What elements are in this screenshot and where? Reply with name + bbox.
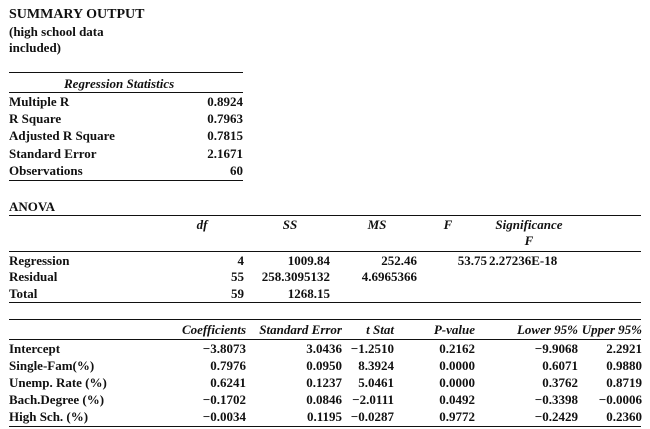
t-stat-value: −1.2510 <box>350 341 394 356</box>
p-value: 0.2162 <box>439 341 475 356</box>
upper-95-value: 0.9880 <box>606 358 642 373</box>
reg-stat-value: 0.7815 <box>207 128 243 143</box>
reg-stat-label: Standard Error <box>9 146 97 161</box>
anova-ss: 258.3095132 <box>261 269 330 284</box>
coef-row-label: Unemp. Rate (%) <box>9 375 107 390</box>
upper-95-value: 2.2921 <box>606 341 642 356</box>
lower-95-value: 0.6071 <box>542 358 578 373</box>
anova-df: 4 <box>237 253 244 268</box>
p-value: 0.0000 <box>439 358 475 373</box>
coef-row-label: Bach.Degree (%) <box>9 392 105 407</box>
coef-value: 0.6241 <box>210 375 246 390</box>
anova-df: 59 <box>231 286 244 301</box>
lower-95-value: −9.9068 <box>534 341 578 356</box>
reg-stat-value: 60 <box>230 163 243 178</box>
reg-stats-header-rule <box>9 92 243 93</box>
coef-row-label: Intercept <box>9 341 61 356</box>
anova-row-label: Residual <box>9 269 58 284</box>
reg-stat-value: 0.8924 <box>207 94 243 109</box>
std-error-value: 0.0846 <box>306 392 342 407</box>
anova-header-ss: SS <box>282 217 298 232</box>
reg-stat-value: 2.1671 <box>207 146 243 161</box>
coef-header: Coefficients <box>181 322 246 337</box>
p-value: 0.9772 <box>439 409 475 424</box>
anova-header-significance: Significance <box>495 217 563 232</box>
anova-row-label: Regression <box>9 253 70 268</box>
reg-stats-bottom-rule <box>9 180 243 181</box>
t-stat-value: 8.3924 <box>358 358 394 373</box>
anova-header-ms: MS <box>367 217 387 232</box>
p-value: 0.0492 <box>439 392 475 407</box>
coef-value: −0.0034 <box>202 409 246 424</box>
anova-row-label: Total <box>9 286 38 301</box>
reg-stat-label: R Square <box>9 111 62 126</box>
output-title: SUMMARY OUTPUT <box>9 7 145 22</box>
reg-stat-label: Multiple R <box>9 94 70 109</box>
reg-stat-label: Observations <box>9 163 83 178</box>
coef-value: −3.8073 <box>202 341 246 356</box>
anova-header-rule <box>9 251 641 252</box>
std-error-value: 0.1237 <box>306 375 342 390</box>
coef-row-label: Single-Fam(%) <box>9 358 95 373</box>
lower-95-value: −0.2429 <box>534 409 578 424</box>
anova-heading: ANOVA <box>9 199 55 214</box>
anova-header-significance-f: F <box>524 233 534 248</box>
reg-stat-label: Adjusted R Square <box>9 128 115 143</box>
t-stat-value: 5.0461 <box>358 375 394 390</box>
anova-ms: 252.46 <box>381 253 417 268</box>
t-stat-value: −0.0287 <box>350 409 394 424</box>
anova-bottom-rule <box>9 302 641 303</box>
reg-stat-value: 0.7963 <box>207 111 243 126</box>
anova-ss: 1268.15 <box>287 286 330 301</box>
coef-row-label: High Sch. (%) <box>9 409 89 424</box>
anova-header-df: df <box>196 217 208 232</box>
coef-value: −0.1702 <box>202 392 246 407</box>
coef-top-rule <box>9 319 641 320</box>
upper-95-value: 0.8719 <box>606 375 642 390</box>
anova-f: 53.75 <box>457 253 487 268</box>
anova-top-rule <box>9 215 641 216</box>
upper-95-value: −0.0006 <box>598 392 642 407</box>
coef-bottom-rule <box>9 426 641 427</box>
coef-header-rule <box>9 339 641 340</box>
anova-df: 55 <box>231 269 244 284</box>
anova-ms: 4.6965366 <box>361 269 417 284</box>
std-error-value: 0.1195 <box>306 409 342 424</box>
output-subtitle-line-2: included) <box>9 40 62 55</box>
anova-header-f: F <box>443 217 453 232</box>
anova-significance: 2.27236E-18 <box>489 253 558 268</box>
anova-ss: 1009.84 <box>287 253 330 268</box>
coef-header: Standard Error <box>259 322 342 337</box>
coef-header: Lower 95% <box>516 322 578 337</box>
std-error-value: 0.0950 <box>306 358 342 373</box>
coef-header: P-value <box>433 322 475 337</box>
std-error-value: 3.0436 <box>306 341 342 356</box>
output-subtitle-line-1: (high school data <box>9 24 104 39</box>
coef-header: Upper 95% <box>581 322 642 337</box>
lower-95-value: 0.3762 <box>542 375 578 390</box>
upper-95-value: 0.2360 <box>606 409 642 424</box>
t-stat-value: −2.0111 <box>352 392 394 407</box>
lower-95-value: −0.3398 <box>534 392 578 407</box>
coef-header: t Stat <box>366 322 394 337</box>
reg-stats-top-rule <box>9 72 243 73</box>
reg-stats-heading: Regression Statistics <box>64 76 175 91</box>
coef-value: 0.7976 <box>210 358 246 373</box>
p-value: 0.0000 <box>439 375 475 390</box>
